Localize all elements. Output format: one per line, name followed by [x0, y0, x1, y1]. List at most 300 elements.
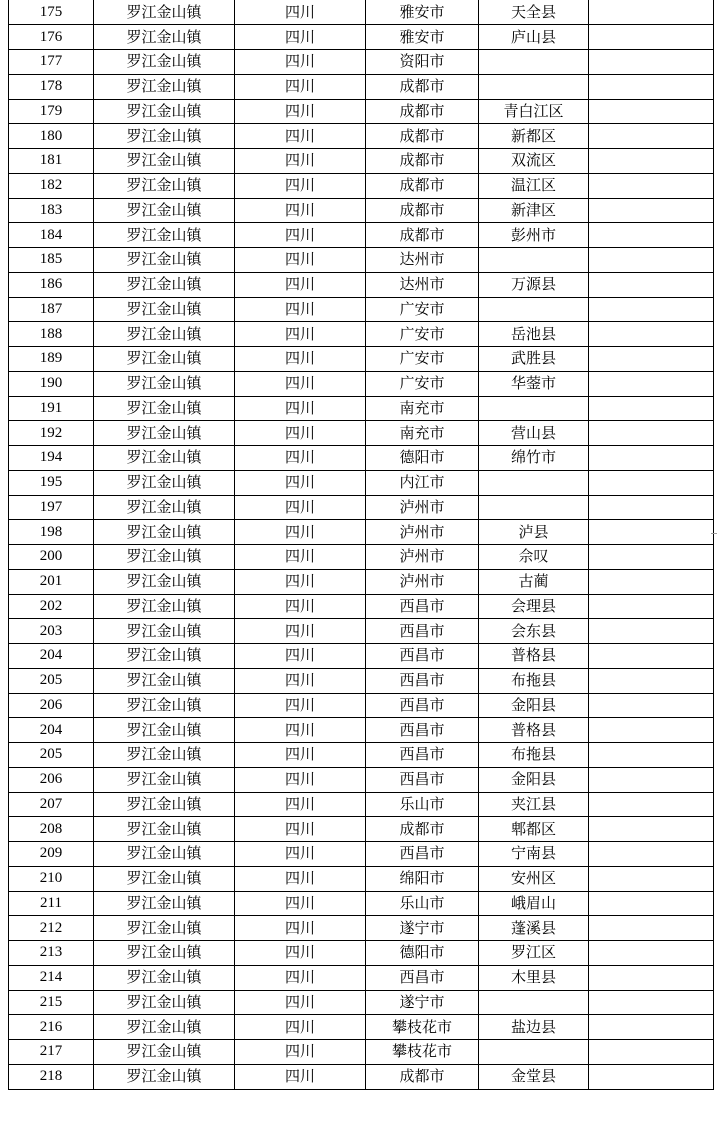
cell-number: 205	[9, 743, 94, 768]
cell-city: 资阳市	[366, 50, 479, 75]
cell-city: 遂宁市	[366, 916, 479, 941]
cell-province: 四川	[235, 124, 366, 149]
cell-number: 186	[9, 272, 94, 297]
cell-number: 176	[9, 25, 94, 50]
cell-county: 佘叹	[479, 545, 589, 570]
cell-county: 温江区	[479, 173, 589, 198]
cell-number: 181	[9, 149, 94, 174]
cell-town: 罗江金山镇	[94, 792, 235, 817]
cell-province: 四川	[235, 842, 366, 867]
table-row	[9, 371, 714, 396]
cell-town: 罗江金山镇	[94, 990, 235, 1015]
cell-county: 夹江县	[479, 792, 589, 817]
table-row	[9, 594, 714, 619]
cell-county: 布拖县	[479, 668, 589, 693]
cell-city: 乐山市	[366, 891, 479, 916]
cell-town: 罗江金山镇	[94, 767, 235, 792]
table-body	[9, 0, 714, 1089]
cell-town: 罗江金山镇	[94, 322, 235, 347]
cell-city: 达州市	[366, 272, 479, 297]
cell-county	[479, 1040, 589, 1065]
cell-blank	[589, 941, 714, 966]
table-row	[9, 74, 714, 99]
cell-number: 177	[9, 50, 94, 75]
cell-province: 四川	[235, 594, 366, 619]
table-row	[9, 718, 714, 743]
table-row	[9, 99, 714, 124]
table-row	[9, 1015, 714, 1040]
table-row	[9, 297, 714, 322]
cell-city: 南充市	[366, 421, 479, 446]
cell-county	[479, 990, 589, 1015]
cell-county: 普格县	[479, 718, 589, 743]
cell-number: 215	[9, 990, 94, 1015]
cell-number: 206	[9, 767, 94, 792]
cell-city: 泸州市	[366, 569, 479, 594]
cell-number: 180	[9, 124, 94, 149]
cell-county: 彭州市	[479, 223, 589, 248]
cell-province: 四川	[235, 1064, 366, 1089]
cell-blank	[589, 25, 714, 50]
cell-city: 内江市	[366, 470, 479, 495]
cell-town: 罗江金山镇	[94, 371, 235, 396]
cell-town: 罗江金山镇	[94, 743, 235, 768]
cell-number: 203	[9, 619, 94, 644]
cell-blank	[589, 149, 714, 174]
cell-number: 189	[9, 347, 94, 372]
cell-town: 罗江金山镇	[94, 50, 235, 75]
cell-province: 四川	[235, 25, 366, 50]
cell-blank	[589, 1015, 714, 1040]
cell-county: 青白江区	[479, 99, 589, 124]
cell-city: 德阳市	[366, 446, 479, 471]
cell-number: 218	[9, 1064, 94, 1089]
table-row	[9, 272, 714, 297]
cell-blank	[589, 470, 714, 495]
cell-number: 192	[9, 421, 94, 446]
cell-town: 罗江金山镇	[94, 545, 235, 570]
cell-number: 183	[9, 198, 94, 223]
cell-province: 四川	[235, 446, 366, 471]
cell-province: 四川	[235, 421, 366, 446]
cell-town: 罗江金山镇	[94, 693, 235, 718]
table-row	[9, 50, 714, 75]
cell-city: 广安市	[366, 322, 479, 347]
cell-blank	[589, 619, 714, 644]
cell-county	[479, 470, 589, 495]
cell-county: 郫都区	[479, 817, 589, 842]
cell-blank	[589, 718, 714, 743]
cell-county: 金阳县	[479, 693, 589, 718]
cell-town: 罗江金山镇	[94, 1064, 235, 1089]
cell-town: 罗江金山镇	[94, 916, 235, 941]
cell-blank	[589, 594, 714, 619]
cell-city: 南充市	[366, 396, 479, 421]
table-row	[9, 767, 714, 792]
cell-town: 罗江金山镇	[94, 272, 235, 297]
cell-province: 四川	[235, 50, 366, 75]
cell-town: 罗江金山镇	[94, 941, 235, 966]
cell-blank	[589, 99, 714, 124]
cell-county: 营山县	[479, 421, 589, 446]
cell-blank	[589, 569, 714, 594]
table-row	[9, 693, 714, 718]
cell-blank	[589, 0, 714, 25]
cell-city: 西昌市	[366, 842, 479, 867]
cell-province: 四川	[235, 99, 366, 124]
cell-blank	[589, 446, 714, 471]
cell-county: 安州区	[479, 866, 589, 891]
cell-province: 四川	[235, 173, 366, 198]
cell-town: 罗江金山镇	[94, 74, 235, 99]
table-row	[9, 248, 714, 273]
cell-town: 罗江金山镇	[94, 817, 235, 842]
cell-blank	[589, 248, 714, 273]
cell-province: 四川	[235, 347, 366, 372]
cell-blank	[589, 347, 714, 372]
cell-town: 罗江金山镇	[94, 421, 235, 446]
table-row	[9, 421, 714, 446]
cell-province: 四川	[235, 248, 366, 273]
table-row	[9, 668, 714, 693]
cell-county: 泸县	[479, 520, 589, 545]
cell-town: 罗江金山镇	[94, 99, 235, 124]
cell-blank	[589, 198, 714, 223]
table-row	[9, 941, 714, 966]
cell-blank	[589, 767, 714, 792]
cell-number: 182	[9, 173, 94, 198]
cell-number: 179	[9, 99, 94, 124]
table-row	[9, 0, 714, 25]
cell-province: 四川	[235, 371, 366, 396]
table-row	[9, 619, 714, 644]
cell-city: 成都市	[366, 223, 479, 248]
cell-county	[479, 495, 589, 520]
cell-city: 雅安市	[366, 25, 479, 50]
data-table	[8, 0, 714, 1090]
table-row	[9, 25, 714, 50]
cell-blank	[589, 495, 714, 520]
cell-number: 190	[9, 371, 94, 396]
cell-blank	[589, 371, 714, 396]
table-row	[9, 891, 714, 916]
cell-city: 西昌市	[366, 594, 479, 619]
cell-town: 罗江金山镇	[94, 173, 235, 198]
cell-town: 罗江金山镇	[94, 644, 235, 669]
cell-number: 195	[9, 470, 94, 495]
cell-city: 乐山市	[366, 792, 479, 817]
cell-town: 罗江金山镇	[94, 1015, 235, 1040]
table-row	[9, 569, 714, 594]
cell-blank	[589, 50, 714, 75]
cell-town: 罗江金山镇	[94, 891, 235, 916]
table-row	[9, 198, 714, 223]
cell-blank	[589, 124, 714, 149]
cell-city: 成都市	[366, 817, 479, 842]
cell-city: 西昌市	[366, 743, 479, 768]
cell-county	[479, 297, 589, 322]
cell-blank	[589, 693, 714, 718]
cell-blank	[589, 520, 714, 545]
cell-number: 217	[9, 1040, 94, 1065]
cell-province: 四川	[235, 272, 366, 297]
cell-province: 四川	[235, 916, 366, 941]
cell-province: 四川	[235, 668, 366, 693]
cell-town: 罗江金山镇	[94, 520, 235, 545]
table-row	[9, 644, 714, 669]
cell-number: 201	[9, 569, 94, 594]
cell-town: 罗江金山镇	[94, 569, 235, 594]
cell-city: 西昌市	[366, 767, 479, 792]
cell-province: 四川	[235, 297, 366, 322]
cell-number: 202	[9, 594, 94, 619]
cell-county: 新都区	[479, 124, 589, 149]
cell-province: 四川	[235, 644, 366, 669]
cell-city: 西昌市	[366, 668, 479, 693]
cell-city: 西昌市	[366, 718, 479, 743]
cell-blank	[589, 272, 714, 297]
cell-number: 208	[9, 817, 94, 842]
cell-city: 泸州市	[366, 495, 479, 520]
cell-town: 罗江金山镇	[94, 25, 235, 50]
cell-blank	[589, 842, 714, 867]
cell-city: 广安市	[366, 371, 479, 396]
cell-city: 德阳市	[366, 941, 479, 966]
table-row	[9, 173, 714, 198]
cell-number: 204	[9, 644, 94, 669]
table-row	[9, 842, 714, 867]
cell-province: 四川	[235, 990, 366, 1015]
cell-county: 金堂县	[479, 1064, 589, 1089]
table-row	[9, 866, 714, 891]
cell-province: 四川	[235, 396, 366, 421]
table-row	[9, 223, 714, 248]
cell-number: 187	[9, 297, 94, 322]
cell-city: 成都市	[366, 124, 479, 149]
cell-province: 四川	[235, 0, 366, 25]
cell-number: 191	[9, 396, 94, 421]
cell-province: 四川	[235, 322, 366, 347]
cell-city: 西昌市	[366, 693, 479, 718]
cell-number: 207	[9, 792, 94, 817]
table-row	[9, 743, 714, 768]
cell-town: 罗江金山镇	[94, 965, 235, 990]
cell-province: 四川	[235, 198, 366, 223]
cell-county: 古蔺	[479, 569, 589, 594]
cell-province: 四川	[235, 891, 366, 916]
cell-city: 广安市	[366, 297, 479, 322]
cell-county: 新津区	[479, 198, 589, 223]
cell-blank	[589, 891, 714, 916]
cell-county: 金阳县	[479, 767, 589, 792]
cell-city: 成都市	[366, 74, 479, 99]
table-row	[9, 817, 714, 842]
cell-blank	[589, 990, 714, 1015]
cell-city: 遂宁市	[366, 990, 479, 1015]
cell-blank	[589, 322, 714, 347]
cell-city: 泸州市	[366, 545, 479, 570]
cell-blank	[589, 916, 714, 941]
table-row	[9, 124, 714, 149]
cell-city: 成都市	[366, 198, 479, 223]
cell-province: 四川	[235, 941, 366, 966]
cell-county: 木里县	[479, 965, 589, 990]
cell-town: 罗江金山镇	[94, 842, 235, 867]
cell-town: 罗江金山镇	[94, 248, 235, 273]
cell-county: 双流区	[479, 149, 589, 174]
cell-county: 宁南县	[479, 842, 589, 867]
cell-blank	[589, 545, 714, 570]
cell-province: 四川	[235, 149, 366, 174]
cell-province: 四川	[235, 619, 366, 644]
cell-blank	[589, 792, 714, 817]
cell-county: 罗江区	[479, 941, 589, 966]
cell-town: 罗江金山镇	[94, 198, 235, 223]
cell-province: 四川	[235, 1040, 366, 1065]
cell-county: 武胜县	[479, 347, 589, 372]
cell-county: 庐山县	[479, 25, 589, 50]
cell-town: 罗江金山镇	[94, 619, 235, 644]
table-row	[9, 792, 714, 817]
table-row	[9, 347, 714, 372]
cell-number: 185	[9, 248, 94, 273]
cell-town: 罗江金山镇	[94, 124, 235, 149]
cell-county: 峨眉山	[479, 891, 589, 916]
table-row	[9, 990, 714, 1015]
table-row	[9, 545, 714, 570]
cell-province: 四川	[235, 545, 366, 570]
cell-blank	[589, 743, 714, 768]
cell-number: 209	[9, 842, 94, 867]
table-row	[9, 965, 714, 990]
cell-blank	[589, 965, 714, 990]
table-row	[9, 396, 714, 421]
cell-town: 罗江金山镇	[94, 594, 235, 619]
table-row	[9, 1040, 714, 1065]
cell-county: 布拖县	[479, 743, 589, 768]
cell-county: 会理县	[479, 594, 589, 619]
cell-blank	[589, 1040, 714, 1065]
cell-blank	[589, 1064, 714, 1089]
cell-city: 攀枝花市	[366, 1040, 479, 1065]
cell-county: 普格县	[479, 644, 589, 669]
cell-number: 210	[9, 866, 94, 891]
table-row	[9, 322, 714, 347]
cell-town: 罗江金山镇	[94, 0, 235, 25]
cell-province: 四川	[235, 866, 366, 891]
cell-city: 西昌市	[366, 965, 479, 990]
cell-town: 罗江金山镇	[94, 396, 235, 421]
cell-town: 罗江金山镇	[94, 718, 235, 743]
table-row	[9, 446, 714, 471]
cell-blank	[589, 396, 714, 421]
cell-number: 206	[9, 693, 94, 718]
cell-blank	[589, 421, 714, 446]
cell-city: 成都市	[366, 173, 479, 198]
cell-number: 188	[9, 322, 94, 347]
edge-mark	[711, 533, 717, 534]
cell-town: 罗江金山镇	[94, 1040, 235, 1065]
cell-number: 197	[9, 495, 94, 520]
cell-number: 194	[9, 446, 94, 471]
cell-town: 罗江金山镇	[94, 668, 235, 693]
table-row	[9, 495, 714, 520]
cell-province: 四川	[235, 693, 366, 718]
cell-province: 四川	[235, 817, 366, 842]
cell-town: 罗江金山镇	[94, 149, 235, 174]
cell-number: 216	[9, 1015, 94, 1040]
cell-county: 绵竹市	[479, 446, 589, 471]
cell-blank	[589, 817, 714, 842]
cell-province: 四川	[235, 1015, 366, 1040]
cell-blank	[589, 223, 714, 248]
cell-city: 达州市	[366, 248, 479, 273]
cell-county	[479, 396, 589, 421]
cell-town: 罗江金山镇	[94, 223, 235, 248]
cell-number: 184	[9, 223, 94, 248]
cell-number: 204	[9, 718, 94, 743]
table-row	[9, 149, 714, 174]
cell-city: 西昌市	[366, 644, 479, 669]
cell-province: 四川	[235, 718, 366, 743]
cell-city: 广安市	[366, 347, 479, 372]
cell-county: 盐边县	[479, 1015, 589, 1040]
table-row	[9, 520, 714, 545]
cell-province: 四川	[235, 792, 366, 817]
cell-province: 四川	[235, 520, 366, 545]
cell-province: 四川	[235, 965, 366, 990]
cell-town: 罗江金山镇	[94, 347, 235, 372]
cell-province: 四川	[235, 223, 366, 248]
cell-blank	[589, 644, 714, 669]
cell-city: 泸州市	[366, 520, 479, 545]
cell-province: 四川	[235, 74, 366, 99]
cell-town: 罗江金山镇	[94, 446, 235, 471]
cell-blank	[589, 297, 714, 322]
cell-blank	[589, 74, 714, 99]
cell-county	[479, 50, 589, 75]
table-row	[9, 916, 714, 941]
cell-number: 198	[9, 520, 94, 545]
cell-blank	[589, 173, 714, 198]
cell-county: 会东县	[479, 619, 589, 644]
cell-number: 213	[9, 941, 94, 966]
cell-number: 214	[9, 965, 94, 990]
cell-blank	[589, 866, 714, 891]
cell-number: 200	[9, 545, 94, 570]
cell-number: 178	[9, 74, 94, 99]
cell-number: 211	[9, 891, 94, 916]
cell-city: 成都市	[366, 1064, 479, 1089]
cell-number: 205	[9, 668, 94, 693]
table-row	[9, 470, 714, 495]
cell-town: 罗江金山镇	[94, 470, 235, 495]
cell-city: 成都市	[366, 149, 479, 174]
cell-county: 天全县	[479, 0, 589, 25]
cell-county: 岳池县	[479, 322, 589, 347]
cell-city: 雅安市	[366, 0, 479, 25]
cell-county: 蓬溪县	[479, 916, 589, 941]
cell-town: 罗江金山镇	[94, 866, 235, 891]
cell-county	[479, 74, 589, 99]
cell-town: 罗江金山镇	[94, 495, 235, 520]
cell-blank	[589, 668, 714, 693]
cell-city: 成都市	[366, 99, 479, 124]
cell-province: 四川	[235, 569, 366, 594]
cell-county: 华蓥市	[479, 371, 589, 396]
cell-province: 四川	[235, 470, 366, 495]
cell-number: 212	[9, 916, 94, 941]
